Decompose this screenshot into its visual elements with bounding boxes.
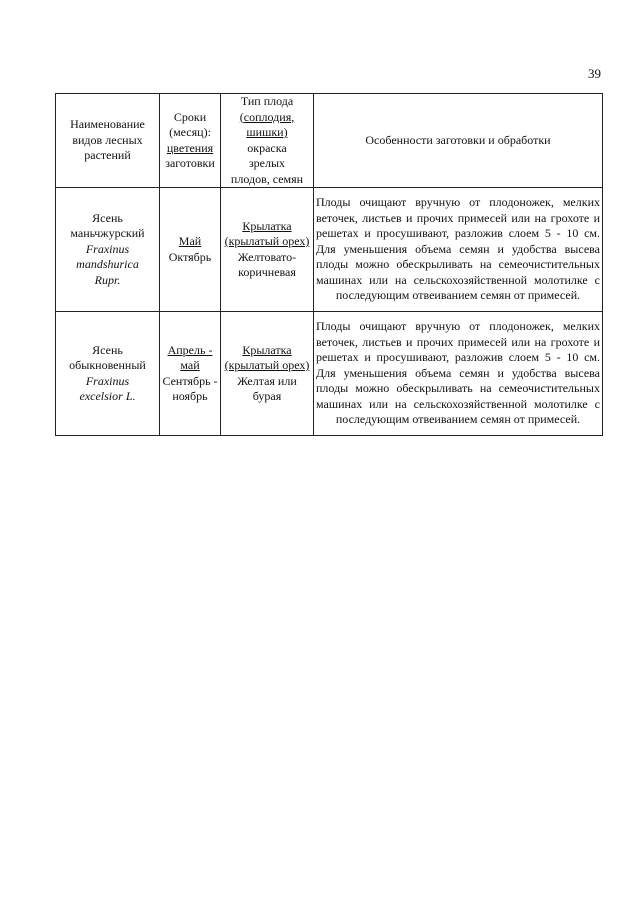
header-fruit-type: Тип плода (соплодия, шишки) окраска зрелых плодов, семян	[221, 94, 314, 188]
terms-cell: Май Октябрь	[160, 188, 221, 312]
species-table	[55, 93, 603, 436]
header-features: Особенности заготовки и обработки	[314, 94, 603, 188]
fruit-type-cell: Крылатка (крылатый орех) Желтая или бурая	[221, 312, 314, 436]
processing-notes-cell: Плоды очищают вручную от плодоножек, мелких веточек, листьев и прочих примесей или на грохоте и решетах и просушивают, разложив слоем 5 - 10 см. Для уменьшения объема семян и удобства высева плоды можно обескрыливать на семеочистительных машинах или на сельскохозяйственной молотилке с последующим отвеиванием семян от примесей.	[314, 188, 603, 312]
table-row	[56, 312, 603, 436]
terms-cell: Апрель - май Сентябрь - ноябрь	[160, 312, 221, 436]
page-number: 39	[588, 66, 601, 81]
table-row	[56, 188, 603, 312]
fruit-type-cell: Крылатка (крылатый орех) Желтовато- коричневая	[221, 188, 314, 312]
header-species-name: Наименование видов лесных растений	[56, 94, 160, 188]
table-header-row	[56, 94, 603, 188]
species-name-cell: Ясень маньчжурский Fraxinus mandshurica Rupr.	[56, 188, 160, 312]
species-name-cell: Ясень обыкновенный Fraxinus excelsior L.	[56, 312, 160, 436]
processing-notes-cell: Плоды очищают вручную от плодоножек, мелких веточек, листьев и прочих примесей или на грохоте и решетах и просушивают, разложив слоем 5 - 10 см. Для уменьшения объема семян и удобства высева плоды можно обескрыливать на семеочистительных машинах или на сельскохозяйственной молотилке с последующим отвеиванием семян от примесей.	[314, 312, 603, 436]
header-terms: Сроки (месяц): цветения заготовки	[160, 94, 221, 188]
